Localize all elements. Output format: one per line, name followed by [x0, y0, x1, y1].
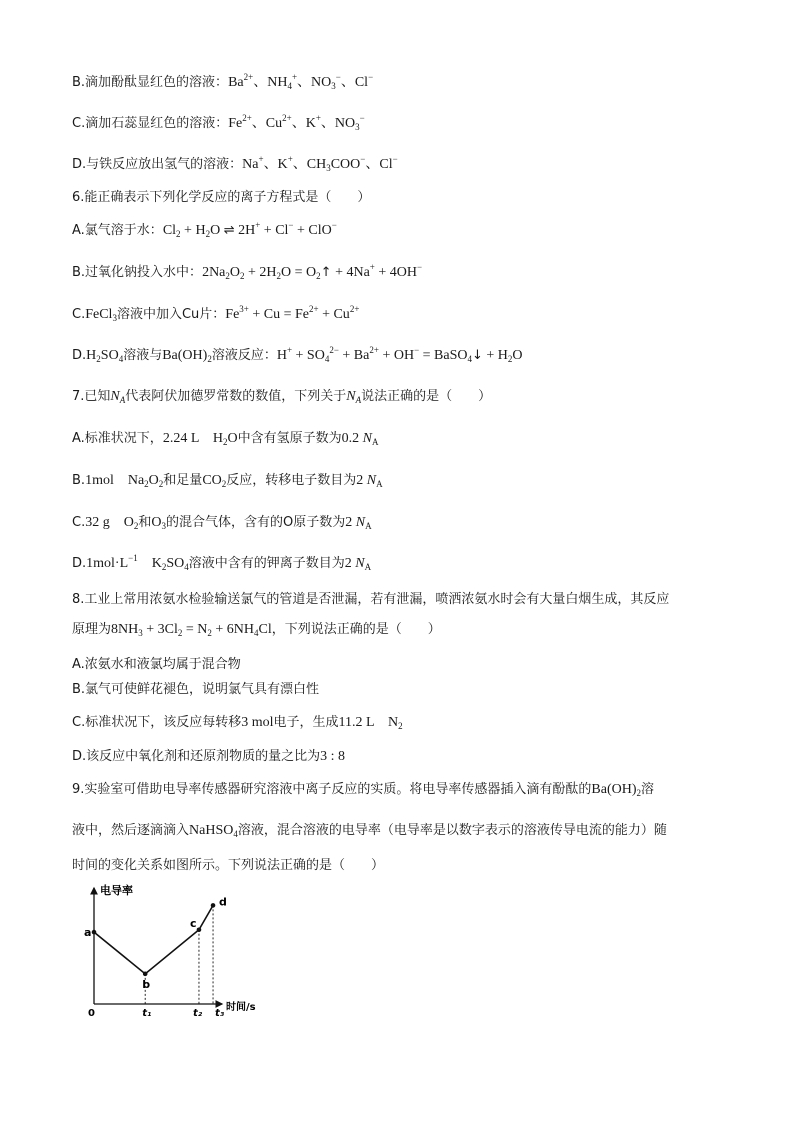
q6-option-d: [72, 345, 523, 366]
q7-d-quantity: $1mol\cdot L^{-1}$ $K_2SO_4$: [86, 553, 189, 572]
na-symbol: $N_A$: [110, 389, 126, 405]
point-label-a: a: [84, 926, 92, 940]
q8-stem-line1: 8.工业上常用浓氨水检验输送氯气的管道是否泄漏，若有泄漏，喷洒浓氨水时会有大量白烟生成，其反应: [72, 592, 670, 607]
stem-text: 原理为: [72, 622, 112, 637]
option-letter: D.: [72, 556, 87, 571]
q5-option-c: [72, 113, 365, 134]
q6-option-b: [72, 262, 422, 283]
q7-option-b: [72, 470, 383, 491]
q9-reagent-nahso4: NaHSO$_4$: [189, 823, 238, 839]
data-point-d: [211, 903, 216, 908]
q7-stem: [72, 386, 491, 407]
option-text: 电子，生成: [273, 715, 339, 730]
q7-option-c: [72, 512, 372, 533]
stem-text: 液中，然后逐滴滴入: [72, 823, 190, 838]
point-label-d: d: [219, 895, 227, 909]
stem-text: 9.实验室可借助电导率传感器研究溶液中离子反应的实质。将电导率传感器插入滴有酚酞的: [72, 782, 592, 797]
option-letter: C.: [72, 307, 86, 322]
option-text: 溶液与: [123, 348, 163, 363]
q7-c-quantity: 32 g $O_2$: [85, 515, 139, 531]
q7-b-quantity: 1mol $Na_2O_2$: [85, 473, 164, 489]
q7-c-answer: 2 $N_A$: [345, 515, 372, 531]
q6-d-reagent1: $H_2SO_4$: [86, 348, 124, 364]
q6-option-c: [72, 304, 359, 325]
q9-stem-line2: [72, 820, 667, 841]
option-text: D.该反应中氧化剂和还原剂物质的量之比为: [72, 749, 321, 764]
q7-option-d: [72, 553, 371, 574]
q8-option-b: B.氯气可使鲜花褪色，说明氯气具有漂白性: [72, 682, 320, 697]
data-point-a: [92, 930, 97, 935]
q6-stem: 6.能正确表示下列化学反应的离子方程式是（ ）: [72, 190, 371, 205]
stem-text: ，下列说法正确的是（ ）: [271, 622, 441, 637]
q6-d-equation: $H^+ + SO_4^{2-} + Ba^{2+} + OH^-$ = BaSO$_4$↓ + $H_2O$: [276, 345, 523, 364]
q8-d-ratio: 3 : 8: [320, 749, 346, 764]
stem-text: 代表阿伏加德罗常数的数值，下列关于: [125, 389, 347, 404]
q6-option-a: [72, 220, 337, 241]
na-symbol: $N_A$: [346, 389, 362, 405]
option-text: A.标准状况下，: [72, 431, 163, 446]
data-point-c: [197, 927, 202, 932]
q6-d-reagent2: $Ba(OH)_2$: [162, 348, 212, 364]
q5-c-ions: $Fe^{2+}$、$Cu^{2+}$、K+、$NO_3^-$: [228, 113, 365, 132]
q7-a-answer: 0.2 $N_A$: [341, 431, 379, 447]
q5-d-ions: Na+、K+、$CH_3COO^-$、Cl−: [242, 154, 398, 173]
q8-c-quantity: 3 mol: [241, 715, 274, 730]
q8-equation: $8NH_3 + 3Cl_2 = N_2 + 6NH_4Cl$: [111, 622, 272, 638]
point-label-b: b: [142, 977, 151, 991]
option-text: D.与铁反应放出氢气的溶液：: [72, 157, 243, 172]
q6-c-equation: $Fe^{3+} + Cu = Fe^{2+} + Cu^{2+}$: [225, 304, 360, 322]
option-text: A.氯气溶于水：: [72, 223, 163, 238]
q8-c-answer: 11.2 L $N_2$: [338, 715, 403, 731]
option-text: 溶液中含有的钾离子数目为: [188, 556, 345, 571]
q5-b-ions: $Ba^{2+}$、$NH_4^+$、$NO_3^-$、Cl−: [228, 72, 374, 91]
q7-b-reagent: $CO_2$: [202, 473, 227, 489]
option-letter: C.: [72, 515, 86, 530]
q9-stem-line1: [72, 779, 654, 800]
option-text: 和足量: [163, 473, 203, 488]
q7-d-answer: 2 $N_A$: [344, 556, 372, 572]
data-point-b: [143, 972, 148, 977]
option-text: 和: [138, 515, 152, 530]
q6-b-equation: $2Na_2O_2 + 2H_2O$ = $O_2↑ + 4Na^+ + 4OH^-$: [202, 262, 423, 281]
option-text: C.标准状况下，该反应每转移: [72, 715, 242, 730]
option-text: C.滴加石蕊显红色的溶液：: [72, 116, 229, 131]
q7-b-answer: 2 $N_A$: [356, 473, 383, 489]
option-text: B.滴加酚酞显红色的溶液：: [72, 75, 229, 90]
option-text: 溶液反应：: [211, 348, 277, 363]
series-line: [94, 905, 213, 973]
stem-text: 说法正确的是（ ）: [361, 389, 492, 404]
stem-text: 溶: [641, 782, 655, 797]
stem-text: 7.已知: [72, 389, 111, 404]
option-text: 反应，转移电子数目为: [226, 473, 357, 488]
y-axis-label: 电导率: [100, 884, 133, 897]
x-tick-label: t₃: [215, 1008, 225, 1019]
q8-option-c: [72, 712, 403, 733]
x-axis-label: 时间/s: [226, 1002, 256, 1013]
q5-option-d: [72, 154, 398, 175]
origin-label: 0: [88, 1008, 95, 1019]
q8-option-a: A.浓氨水和液氯均属于混合物: [72, 657, 241, 672]
point-label-c: c: [189, 916, 197, 930]
q6-a-equation: $Cl_2 + H_2O$ ⇌ 2H+ + Cl− + ClO−: [162, 220, 337, 239]
q9-stem-line3: 时间的变化关系如图所示。下列说法正确的是（ ）: [72, 858, 385, 873]
x-tick-label: t₁: [142, 1008, 152, 1019]
option-text: 溶液中加入Cu片：: [116, 307, 226, 322]
q5-option-b: [72, 72, 373, 93]
option-letter: D.: [72, 348, 87, 363]
option-letter: B.: [72, 473, 86, 488]
conductivity-chart: [82, 882, 282, 1022]
q7-option-a: [72, 428, 378, 449]
option-text: 的混合气体，含有的O原子数为: [165, 515, 346, 530]
q9-reagent-baoh2: $Ba(OH)_2$: [591, 782, 642, 798]
q8-option-d: [72, 746, 345, 767]
q6-c-reagent: FeCl$_3$: [85, 307, 117, 323]
q7-c-reagent: $O_3$: [151, 515, 166, 531]
stem-text: 溶液，混合溶液的电导率（电导率是以数字表示的溶液传导电流的能力）随: [237, 823, 667, 838]
option-text: B.过氧化钠投入水中：: [72, 265, 203, 280]
option-text: 中含有氢原子数为: [237, 431, 342, 446]
q8-stem-line2: [72, 619, 441, 640]
q7-a-quantity: 2.24 L $H_2O$: [162, 431, 238, 447]
x-tick-label: t₂: [192, 1008, 203, 1019]
